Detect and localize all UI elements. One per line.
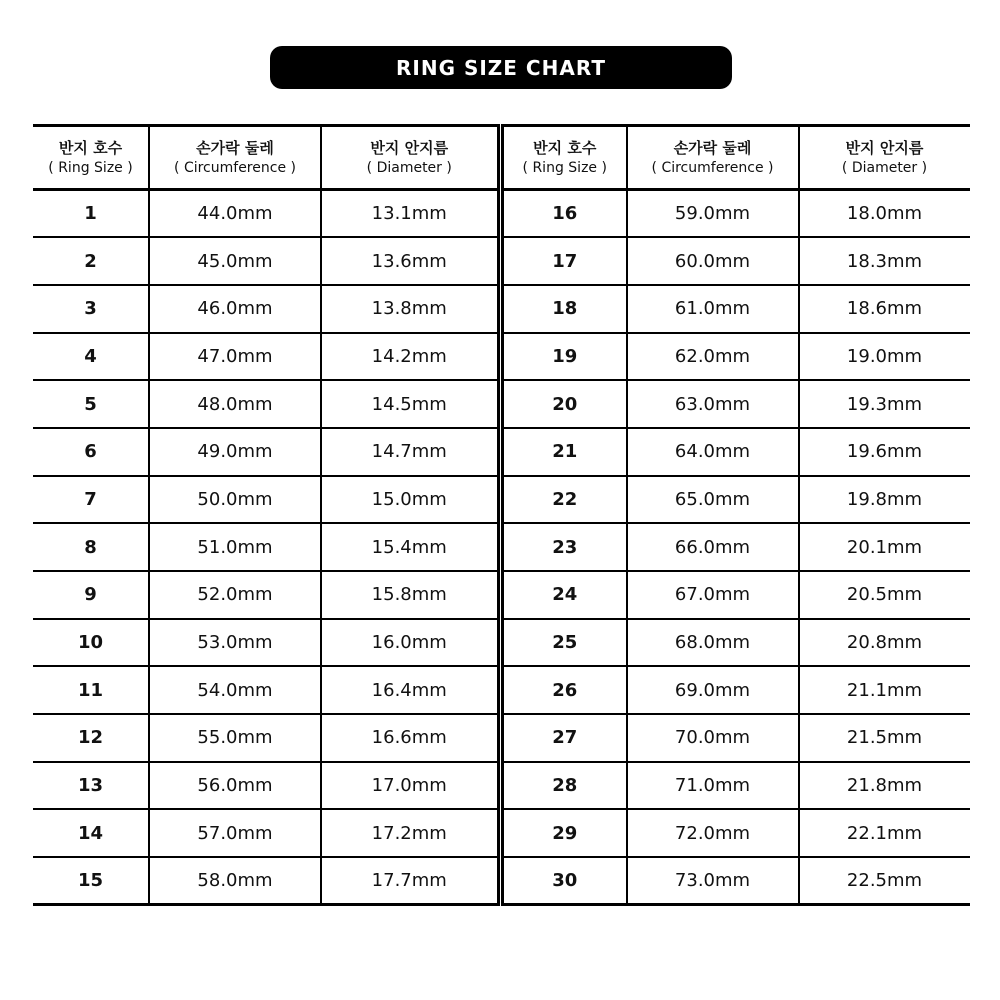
ring-size-cell: 27 <box>503 714 627 762</box>
circumference-cell: 60.0mm <box>627 237 799 285</box>
header-ring-size-ko: 반지 호수 <box>533 138 597 157</box>
circumference-cell: 69.0mm <box>627 666 799 714</box>
diameter-cell: 21.5mm <box>799 714 970 762</box>
ring-size-cell: 29 <box>503 809 627 857</box>
header-diameter-ko: 반지 안지름 <box>845 138 924 157</box>
circumference-cell: 68.0mm <box>627 619 799 667</box>
circumference-cell: 63.0mm <box>627 380 799 428</box>
circumference-cell: 67.0mm <box>627 571 799 619</box>
table-row <box>33 714 498 762</box>
table-row <box>503 476 970 524</box>
diameter-cell: 19.6mm <box>799 428 970 476</box>
ring-size-cell: 2 <box>33 237 149 285</box>
ring-size-cell: 25 <box>503 619 627 667</box>
circumference-cell: 46.0mm <box>149 285 321 333</box>
circumference-cell: 45.0mm <box>149 237 321 285</box>
diameter-cell: 17.0mm <box>321 762 498 810</box>
ring-size-cell: 18 <box>503 285 627 333</box>
ring-size-cell: 23 <box>503 523 627 571</box>
table-row <box>503 714 970 762</box>
ring-size-cell: 13 <box>33 762 149 810</box>
table-body-right <box>503 190 970 905</box>
ring-size-cell: 30 <box>503 857 627 905</box>
table-body-left <box>33 190 498 905</box>
table-row <box>503 809 970 857</box>
circumference-cell: 62.0mm <box>627 333 799 381</box>
circumference-cell: 44.0mm <box>149 190 321 238</box>
table-row <box>503 190 970 238</box>
ring-size-cell: 12 <box>33 714 149 762</box>
circumference-cell: 72.0mm <box>627 809 799 857</box>
diameter-cell: 20.5mm <box>799 571 970 619</box>
ring-size-cell: 15 <box>33 857 149 905</box>
chart-title: RING SIZE CHART <box>270 46 732 89</box>
diameter-cell: 19.0mm <box>799 333 970 381</box>
table-row <box>33 523 498 571</box>
ring-size-cell: 21 <box>503 428 627 476</box>
table-row <box>33 190 498 238</box>
ring-size-cell: 26 <box>503 666 627 714</box>
table-row <box>33 571 498 619</box>
diameter-cell: 17.7mm <box>321 857 498 905</box>
circumference-cell: 64.0mm <box>627 428 799 476</box>
header-circumference-ko: 손가락 둘레 <box>673 138 752 157</box>
circumference-cell: 66.0mm <box>627 523 799 571</box>
circumference-cell: 58.0mm <box>149 857 321 905</box>
ring-size-table-left <box>33 124 500 906</box>
diameter-cell: 20.8mm <box>799 619 970 667</box>
header-diameter-en: ( Diameter ) <box>841 159 928 176</box>
table-row <box>33 237 498 285</box>
diameter-cell: 13.8mm <box>321 285 498 333</box>
ring-size-cell: 16 <box>503 190 627 238</box>
diameter-cell: 16.0mm <box>321 619 498 667</box>
ring-size-cell: 11 <box>33 666 149 714</box>
diameter-cell: 17.2mm <box>321 809 498 857</box>
diameter-cell: 22.1mm <box>799 809 970 857</box>
circumference-cell: 51.0mm <box>149 523 321 571</box>
table-row <box>33 666 498 714</box>
header-ring-size-ko: 반지 호수 <box>58 138 123 157</box>
ring-size-cell: 3 <box>33 285 149 333</box>
diameter-cell: 16.6mm <box>321 714 498 762</box>
circumference-cell: 56.0mm <box>149 762 321 810</box>
header-ring-size <box>33 126 149 190</box>
table-row <box>503 380 970 428</box>
diameter-cell: 16.4mm <box>321 666 498 714</box>
diameter-cell: 18.6mm <box>799 285 970 333</box>
circumference-cell: 50.0mm <box>149 476 321 524</box>
ring-size-cell: 17 <box>503 237 627 285</box>
circumference-cell: 73.0mm <box>627 857 799 905</box>
diameter-cell: 22.5mm <box>799 857 970 905</box>
table-row <box>503 619 970 667</box>
table-row <box>33 285 498 333</box>
ring-size-cell: 8 <box>33 523 149 571</box>
table-row <box>503 237 970 285</box>
table-row <box>503 571 970 619</box>
table-row <box>503 857 970 905</box>
ring-size-table-right <box>501 124 970 906</box>
header-row <box>33 126 498 190</box>
header-ring-size-en: ( Ring Size ) <box>522 159 607 176</box>
diameter-cell: 19.3mm <box>799 380 970 428</box>
ring-size-cell: 6 <box>33 428 149 476</box>
ring-size-cell: 9 <box>33 571 149 619</box>
header-row <box>503 126 970 190</box>
header-circumference-en: ( Circumference ) <box>174 159 296 176</box>
ring-size-cell: 14 <box>33 809 149 857</box>
header-diameter-ko: 반지 안지름 <box>370 138 449 157</box>
circumference-cell: 55.0mm <box>149 714 321 762</box>
circumference-cell: 47.0mm <box>149 333 321 381</box>
table-row <box>503 285 970 333</box>
circumference-cell: 59.0mm <box>627 190 799 238</box>
table-row <box>33 380 498 428</box>
diameter-cell: 21.8mm <box>799 762 970 810</box>
diameter-cell: 15.4mm <box>321 523 498 571</box>
header-diameter <box>799 126 970 190</box>
circumference-cell: 54.0mm <box>149 666 321 714</box>
table-row <box>33 428 498 476</box>
table-row <box>33 762 498 810</box>
table-row <box>503 666 970 714</box>
ring-size-cell: 4 <box>33 333 149 381</box>
ring-size-cell: 19 <box>503 333 627 381</box>
table-row <box>503 762 970 810</box>
table-row <box>33 333 498 381</box>
circumference-cell: 53.0mm <box>149 619 321 667</box>
header-circumference-ko: 손가락 둘레 <box>196 138 274 157</box>
ring-size-cell: 1 <box>33 190 149 238</box>
diameter-cell: 14.5mm <box>321 380 498 428</box>
diameter-cell: 18.3mm <box>799 237 970 285</box>
table-row <box>503 523 970 571</box>
circumference-cell: 61.0mm <box>627 285 799 333</box>
circumference-cell: 52.0mm <box>149 571 321 619</box>
table-row <box>33 619 498 667</box>
header-ring-size-en: ( Ring Size ) <box>48 159 133 176</box>
ring-size-cell: 22 <box>503 476 627 524</box>
ring-size-cell: 5 <box>33 380 149 428</box>
diameter-cell: 20.1mm <box>799 523 970 571</box>
header-ring-size <box>503 126 627 190</box>
header-diameter-en: ( Diameter ) <box>366 159 452 176</box>
diameter-cell: 13.6mm <box>321 237 498 285</box>
table-row <box>33 476 498 524</box>
diameter-cell: 13.1mm <box>321 190 498 238</box>
diameter-cell: 15.8mm <box>321 571 498 619</box>
diameter-cell: 19.8mm <box>799 476 970 524</box>
table-row <box>33 857 498 905</box>
table-row <box>33 809 498 857</box>
circumference-cell: 71.0mm <box>627 762 799 810</box>
circumference-cell: 57.0mm <box>149 809 321 857</box>
diameter-cell: 18.0mm <box>799 190 970 238</box>
header-circumference <box>627 126 799 190</box>
header-diameter <box>321 126 498 190</box>
header-circumference-en: ( Circumference ) <box>651 159 774 176</box>
diameter-cell: 14.7mm <box>321 428 498 476</box>
circumference-cell: 49.0mm <box>149 428 321 476</box>
table-row <box>503 333 970 381</box>
circumference-cell: 65.0mm <box>627 476 799 524</box>
ring-size-cell: 24 <box>503 571 627 619</box>
ring-size-cell: 7 <box>33 476 149 524</box>
diameter-cell: 14.2mm <box>321 333 498 381</box>
table-row <box>503 428 970 476</box>
ring-size-cell: 20 <box>503 380 627 428</box>
header-circumference <box>149 126 321 190</box>
circumference-cell: 48.0mm <box>149 380 321 428</box>
diameter-cell: 21.1mm <box>799 666 970 714</box>
ring-size-cell: 28 <box>503 762 627 810</box>
circumference-cell: 70.0mm <box>627 714 799 762</box>
ring-size-cell: 10 <box>33 619 149 667</box>
diameter-cell: 15.0mm <box>321 476 498 524</box>
